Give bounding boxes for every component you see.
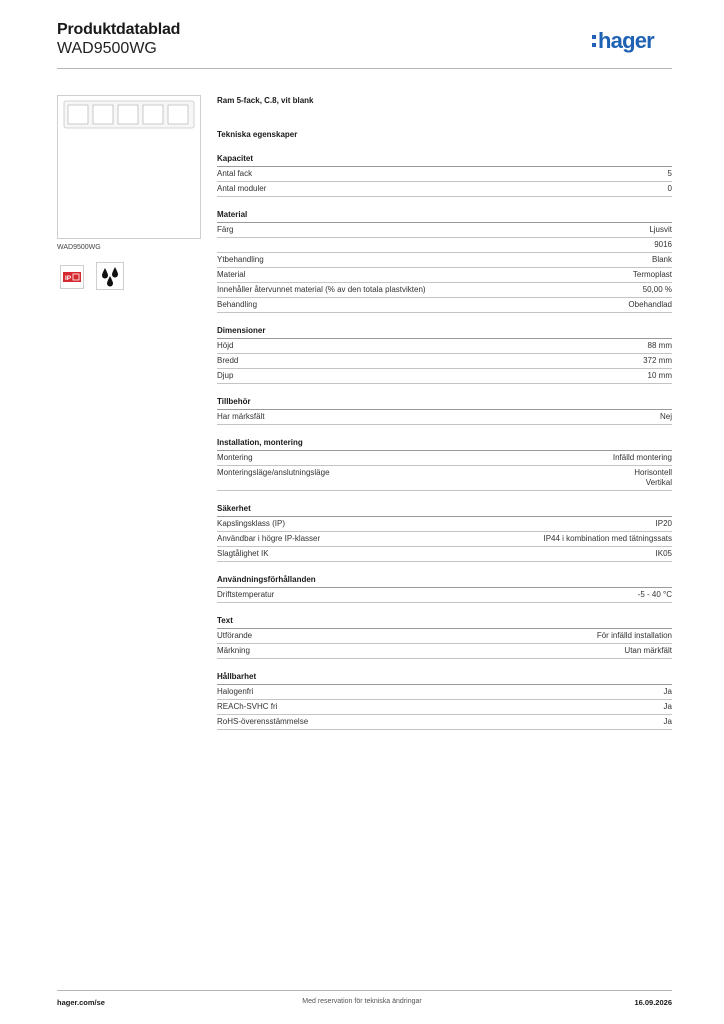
- spec-sections: [217, 153, 672, 730]
- spec-row: [217, 253, 672, 268]
- spec-value: [664, 687, 672, 697]
- spec-value: [656, 549, 672, 559]
- spec-value-line: Utan märkfält: [624, 646, 672, 655]
- spec-label: Har märksfält: [217, 412, 265, 421]
- spec-value-line: Horisontell: [634, 468, 672, 477]
- section-title: Kapacitet: [217, 153, 672, 167]
- spec-value: [668, 184, 672, 194]
- spec-label: Ytbehandling: [217, 255, 264, 264]
- spec-value: [664, 702, 672, 712]
- spec-value-line: Ja: [663, 687, 672, 696]
- spec-value: [648, 371, 672, 381]
- spec-value-line: IK05: [655, 549, 672, 558]
- spec-value: [652, 255, 672, 265]
- spec-value: [649, 225, 672, 235]
- spec-value: [654, 240, 672, 250]
- spec-row: [217, 369, 672, 384]
- spec-label: Höjd: [217, 341, 234, 350]
- spec-row: [217, 223, 672, 238]
- spec-value-line: 5: [667, 169, 672, 178]
- spec-value: [648, 341, 672, 351]
- spec-value-line: 50,00 %: [642, 285, 672, 294]
- spec-label: Färg: [217, 225, 234, 234]
- spec-label: Antal fack: [217, 169, 253, 178]
- spec-value-line: Infälld montering: [612, 453, 672, 462]
- spec-value-line: IP20: [655, 519, 672, 528]
- spec-value-line: För infälld installation: [596, 631, 672, 640]
- spec-label: Montering: [217, 453, 253, 462]
- hager-logo: [592, 26, 676, 56]
- section-title: Installation, montering: [217, 437, 672, 451]
- spec-value: [643, 285, 672, 295]
- spec-label: Bredd: [217, 356, 239, 365]
- spec-label: Utförande: [217, 631, 253, 640]
- product-code: WAD9500WG: [57, 40, 157, 57]
- ip-rating-icon: [60, 265, 84, 289]
- spec-value-line: 9016: [654, 240, 672, 249]
- spec-row: [217, 685, 672, 700]
- document-header: [57, 20, 180, 58]
- spec-value-line: Vertikal: [645, 478, 672, 487]
- section-title: Hållbarhet: [217, 671, 672, 685]
- spec-value-line: IP44 i kombination med tätningssats: [543, 534, 672, 543]
- spec-row: [217, 466, 672, 491]
- spec-row: [217, 715, 672, 730]
- spec-value: [628, 300, 672, 310]
- spec-value: [624, 646, 672, 656]
- spec-section: [217, 503, 672, 562]
- spec-value: [643, 356, 672, 366]
- footer-disclaimer: Med reservation för tekniska ändringar: [302, 998, 422, 1005]
- spec-row: [217, 268, 672, 283]
- spec-section: [217, 671, 672, 730]
- spec-value: [664, 717, 672, 727]
- spec-section: [217, 615, 672, 659]
- spec-label: Antal moduler: [217, 184, 267, 193]
- spec-value: [633, 270, 672, 280]
- spec-label: Halogenfri: [217, 687, 254, 696]
- product-image: [57, 95, 201, 239]
- spec-value: [543, 534, 672, 544]
- spec-label: Driftstemperatur: [217, 590, 275, 599]
- spec-row: [217, 644, 672, 659]
- spec-label: Material: [217, 270, 246, 279]
- section-title: Text: [217, 615, 672, 629]
- spec-label: Märkning: [217, 646, 250, 655]
- spec-row: [217, 167, 672, 182]
- ip-icon-text: IP: [65, 275, 72, 282]
- spec-section: [217, 209, 672, 313]
- spec-value: [656, 519, 672, 529]
- logo-text: hager: [598, 28, 654, 53]
- spec-row: [217, 283, 672, 298]
- spec-row: [217, 517, 672, 532]
- spec-value-line: 0: [667, 184, 672, 193]
- spec-section: [217, 325, 672, 384]
- spec-row: [217, 298, 672, 313]
- section-title: Säkerhet: [217, 503, 672, 517]
- page-title: Produktdatablad: [57, 21, 181, 38]
- product-name: Ram 5-fack, C.8, vit blank: [217, 96, 314, 105]
- spec-label: Innehåller återvunnet material (% av den totala plastvikten): [217, 285, 426, 294]
- spec-row: [217, 451, 672, 466]
- spec-row: [217, 629, 672, 644]
- spec-label: Djup: [217, 371, 234, 380]
- spec-label: REACh-SVHC fri: [217, 702, 278, 711]
- spec-value-line: 372 mm: [643, 356, 672, 365]
- spec-row: [217, 182, 672, 197]
- spec-value: [638, 590, 672, 600]
- image-caption: WAD9500WG: [57, 244, 101, 251]
- spec-value: [597, 631, 672, 641]
- spec-value: [634, 468, 672, 488]
- section-title: Dimensioner: [217, 325, 672, 339]
- spec-value-line: Obehandlad: [628, 300, 672, 309]
- spec-row: [217, 588, 672, 603]
- spec-value-line: Ljusvit: [649, 225, 672, 234]
- spec-label: Kapslingsklass (IP): [217, 519, 286, 528]
- spec-value-line: Nej: [659, 412, 672, 421]
- spec-value: [660, 412, 672, 422]
- spec-row: [217, 410, 672, 425]
- spec-section: [217, 153, 672, 197]
- spec-row: [217, 700, 672, 715]
- spec-label: Monteringsläge/anslutningsläge: [217, 468, 330, 477]
- spec-row: [217, 339, 672, 354]
- spec-row: [217, 532, 672, 547]
- spec-label: RoHS-överensstämmelse: [217, 717, 309, 726]
- spec-label: Slagtålighet IK: [217, 549, 269, 558]
- spec-label: Behandling: [217, 300, 258, 309]
- section-title: Material: [217, 209, 672, 223]
- spec-row: [217, 354, 672, 369]
- spec-row: [217, 238, 672, 253]
- spec-value-line: Blank: [651, 255, 672, 264]
- spec-value: [613, 453, 672, 463]
- spec-value-line: Ja: [663, 702, 672, 711]
- spec-value-line: Termoplast: [632, 270, 672, 279]
- footer-website[interactable]: hager.com/se: [57, 998, 105, 1007]
- spec-content: [217, 95, 672, 730]
- spec-section: [217, 396, 672, 425]
- spec-section: [217, 574, 672, 603]
- spec-value-line: -5 - 40 °C: [637, 590, 672, 599]
- spec-value-line: Ja: [663, 717, 672, 726]
- footer-date: 16.09.2026: [634, 998, 672, 1007]
- spec-section: [217, 437, 672, 491]
- spec-label: Användbar i högre IP-klasser: [217, 534, 321, 543]
- spec-value-line: 10 mm: [647, 371, 672, 380]
- footer-divider: [57, 990, 672, 991]
- section-title: Tillbehör: [217, 396, 672, 410]
- water-drops-icon: [96, 262, 124, 290]
- header-divider: [57, 68, 672, 69]
- spec-value-line: 88 mm: [647, 341, 672, 350]
- spec-heading: Tekniska egenskaper: [217, 130, 298, 139]
- section-title: Användningsförhållanden: [217, 574, 672, 588]
- spec-value: [668, 169, 672, 179]
- spec-row: [217, 547, 672, 562]
